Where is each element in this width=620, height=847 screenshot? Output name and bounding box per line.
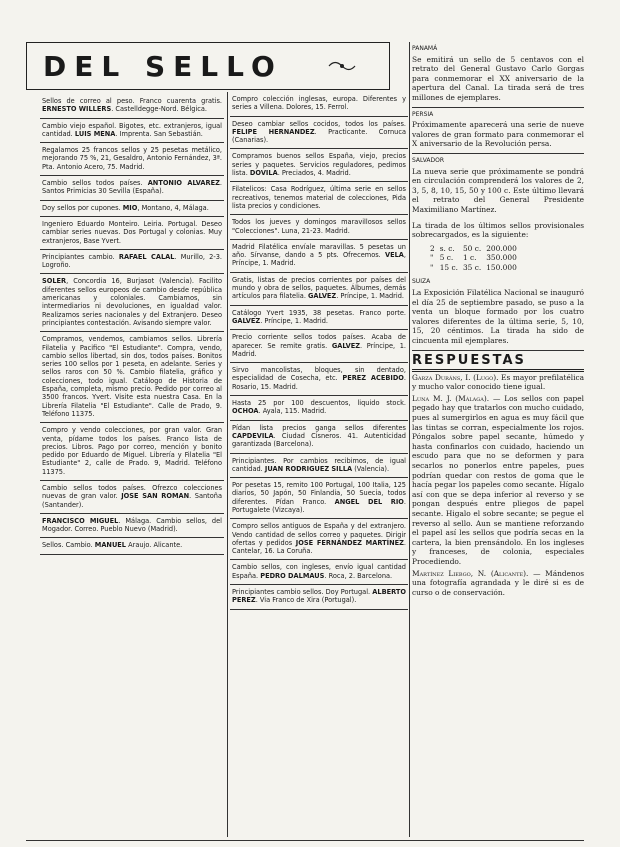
classified-ad: FRANCISCO MIGUEL. Málaga. Cambio sellos, del Mogador. Correo. Pueblo Nuevo (Madrid). xyxy=(40,514,224,539)
news-item-salvador: SALVADOR La nueva serie que próximamente se pondrá en circulación comprenderá los valores de 2, 3, 5, 8, 10, 15, 50 y 100 c. Este último llevará el retrato del General Presidente Maximiliano Martínez. xyxy=(412,156,584,214)
classified-ad: Madrid Filatélica envíale maravillas. 5 pesetas un año. Sírvanse, dando a 5 pts. Ofrecemos. VELA, Príncipe, 1. Madrid. xyxy=(230,240,408,273)
tirada-row: 2 s. c. 50 c. 200.000 xyxy=(430,243,517,253)
classified-ad: Cambio sellos todos países. ANTONIO ALVAREZ. Santos Primicias 30 Sevilla (España). xyxy=(40,176,224,201)
classified-ad: Ingeniero Eduardo Monteiro. Leiria. Portugal. Deseo cambiar series nuevas. Dos Portugal y colonias. Muy extranjeros, Base Yvert. xyxy=(40,217,224,250)
classified-ad: Hasta 25 por 100 descuentos, liquido stock. OCHOA. Ayala, 115. Madrid. xyxy=(230,396,408,421)
classified-ad: Deseo cambiar sellos cocidos, todos los países. FELIPE HERNANDEZ. Practicante. Cornuca (Canarias). xyxy=(230,117,408,150)
respuesta-item: Garza Duráns, I. (Lugo). Es mayor prefilatélica y mucho valor conocido tiene igual. xyxy=(412,372,584,392)
classified-ad: Compro sellos antiguos de España y del extranjero. Vendo cantidad de sellos correo y paquetes. Dirigir ofertas y pedidos JOSE FERNÁNDEZ MARTÍNEZ. Cantelar, 16. La Coruña. xyxy=(230,519,408,560)
ornament-icon xyxy=(327,59,357,73)
tirada-row: " 5 c. 1 c. 350.000 xyxy=(430,253,517,263)
classified-ad: Pídan lista precios ganga sellos diferentes CAPDEVILA. Ciudad Cisneros. 41. Autenticidad garantizada (Barcelona). xyxy=(230,421,408,454)
respuestas-list xyxy=(412,373,584,598)
tirada-row: " 15 c. 35 c. 150.000 xyxy=(430,262,517,272)
news-column xyxy=(412,42,584,599)
classified-ad: Cambio sellos todos países. Ofrezco colecciones nuevas de gran valor. JOSE SAN ROMAN. Santoña (Santander). xyxy=(40,481,224,514)
classified-ad: Doy sellos por cupones. MIO, Montano, 4, Málaga. xyxy=(40,201,224,217)
classified-ad: Compro colección inglesas, europa. Diferentes y series a Villena. Dolores, 15. Ferrol. xyxy=(230,92,408,117)
classified-ad: Compro y vendo colecciones, por gran valor. Gran venta, pídame todos los países. Franco lista de precios. Libros. Pago por correo, mención y bonito pedido por Eduardo de Miguel. Librería y Filatelia "El Estudiante" 2, calle de Prado. 9, Madrid. Teléfono 11375. xyxy=(40,423,224,481)
classified-ad: Cambio sellos, con ingleses, envío igual cantidad España. PEDRO DALMAUS. Roca, 2. Barcelona. xyxy=(230,560,408,585)
classified-ad: Catálogo Yvert 1935, 38 pesetas. Franco porte. GALVEZ. Príncipe, 1. Madrid. xyxy=(230,306,408,331)
tirada-intro: La tirada de los últimos sellos provisionales sobrecargados, es la siguiente: xyxy=(412,220,584,240)
respuestas-title: RESPUESTAS xyxy=(412,353,584,372)
classified-ad: Sirvo mancolistas, bloques, sin dentado, especialidad de Cosecha, etc. PEREZ ACEBIDO. Rosario, 15. Madrid. xyxy=(230,363,408,396)
classified-ad: Filatelicos: Casa Rodríguez, última serie en sellos recreativos, tenemos material de colecciones, Pida lista precios y condiciones. xyxy=(230,182,408,215)
classified-ad: Compramos, vendemos, cambiamos sellos. Librería Filatelia y Pacifico "El Estudiante". Compra, vendo, cambio sellos libertad, sin dos, todos países. Bonitos series 100 sellos por 1 peseta, en adelante. Series y sellos raros con 50 %. Cambio filatelia, gráfico y colecciones, todo igual. Catálogo de Historia de España, completa, mismo precio. Pedido por correo al 3500 francos. Yvert. Visite esta nuestra Casa. En la Librería Filatelia "El Estudiante". Calle de Prado, 9. Teléfono 11375. xyxy=(40,332,224,423)
classified-ad: Principiantes cambio sellos. Doy Portugal. ALBERTO PEREZ. Via Franco de Xira (Portugal). xyxy=(230,585,408,610)
classified-ad: SOLER, Concordia 16, Burjasot (Valencia). Facilito diferentes sellos europeos de cambio desde república americanas y coloniales. Cambiamos, sin intermediarios ni devoluciones, en igualdad valor. Realizamos series nacionales y del Extranjero. Deseo principiantes contestación. Avisando siempre valor. xyxy=(40,274,224,332)
respuesta-item: Luna M. J. (Málaga). — Los sellos con papel pegado hay que tratarlos con mucho cuidado, pues al sumergirlos en agua es muy fácil que las tintas se corran, especialmente los rojos. Póngalos sobre papel secante, húmedo y hasta confinarlos con cuidado, haciendo un escudo para que no se deformen y para secarlos no ponerlos entre papeles, pues podrían quedar con restos de goma que le hacía pegar los papeles como secante. Hígalo así con que se depa inferior al reverso y se pongan después entre pliegos de papel secante. Higalo el sobre secante; se pegue el reverso al sello. Aun se mantiene reforzando el papel así les sellos que podría secas en la cartera, la bien prensándolo. En los ingleses y franceses, de colonia, especiales Procediendo. xyxy=(412,393,584,566)
column-rule xyxy=(409,42,410,837)
classified-ad: Sellos de correo al peso. Franco cuarenta gratis. ERNESTO WILLERS. Castelldegge-Nord. Bélgica. xyxy=(40,94,224,119)
classified-ad: Por pesetas 15, remito 100 Portugal, 100 Italia, 125 diarios, 50 Japón, 50 Finlandia, 50 Suecia, todos diferentes. Pídan Franco. ANGEL DEL RIO. Portugalete (Vizcaya). xyxy=(230,478,408,519)
respuesta-item: Martínez Liebgo, N. (Alicante). — Mándenos una fotografía agrandada y le diré si es de curso o de conservación. xyxy=(412,568,584,597)
news-item-panama: PANAMÁ Se emitirá un sello de 5 centavos con el retrato del General Gustavo Carlo Gorgas para conmemorar el XX aniversario de la apertura del Canal. La tirada será de tres millones de ejemplares. xyxy=(412,42,584,108)
classified-ad: Regalamos 25 francos sellos y 25 pesetas metálico, mejorando 75 %, 21, Gesaldro, Antonio Fernández, 3ª. Pta. Antonio Acero, 75. Madrid. xyxy=(40,143,224,176)
classified-ad: Compramos buenos sellos España, viejo, precios series y paquetes. Servicios reguladores, pedimos lista. DOVILA. Preciados, 4. Madrid. xyxy=(230,149,408,182)
tirada-table xyxy=(430,244,522,273)
bottom-rule xyxy=(26,840,584,841)
classified-ad: Sellos. Cambio. MANUEL Araujo. Alicante. xyxy=(40,538,224,554)
classified-ad: Principiantes cambio. RAFAEL CALAL. Murillo, 2-3. Logroño. xyxy=(40,250,224,275)
column-rule xyxy=(227,92,228,837)
classified-ad: Todos los jueves y domingos maravillosos sellos "Colecciones". Luna, 21-23. Madrid. xyxy=(230,215,408,240)
classified-ad: Gratis, listas de precios corrientes por países del mundo y obra de sellos, paquetes. Álbumes, demás artículos para filatelia. GALVEZ. Príncipe, 1. Madrid. xyxy=(230,273,408,306)
news-item-suiza: SUIZA La Exposición Filatélica Nacional se inauguró el día 25 de septiembre pasado, se puso a la venta un bloque formado por los cuatro valores diferentes de la última serie, 5, 10, 15, 20 céntimos. La tirada ha sido de cincuenta mil ejemplares. xyxy=(412,275,584,350)
classified-ad: Principiantes. Por cambios recibimos, de igual cantidad. JUAN RODRIGUEZ SILLA (Valencia). xyxy=(230,454,408,479)
classified-ad: Precio corriente sellos todos países. Acaba de aparecer. Se remite gratis. GALVEZ. Príncipe, 1. Madrid. xyxy=(230,330,408,363)
classified-column-1 xyxy=(40,42,224,555)
section-title: DEL SELLO xyxy=(43,50,283,83)
news-item-persia: PERSIA Próximamente aparecerá una serie de nueve valores de gran formato para conmemorar el X aniversario de la Revolución persa. xyxy=(412,108,584,154)
classified-column-2 xyxy=(230,92,408,610)
classified-ad: Cambio viejo español. Bigotes, etc. extranjeros, igual cantidad. LUIS MENA. Imprenta. San Sebastián. xyxy=(40,119,224,144)
